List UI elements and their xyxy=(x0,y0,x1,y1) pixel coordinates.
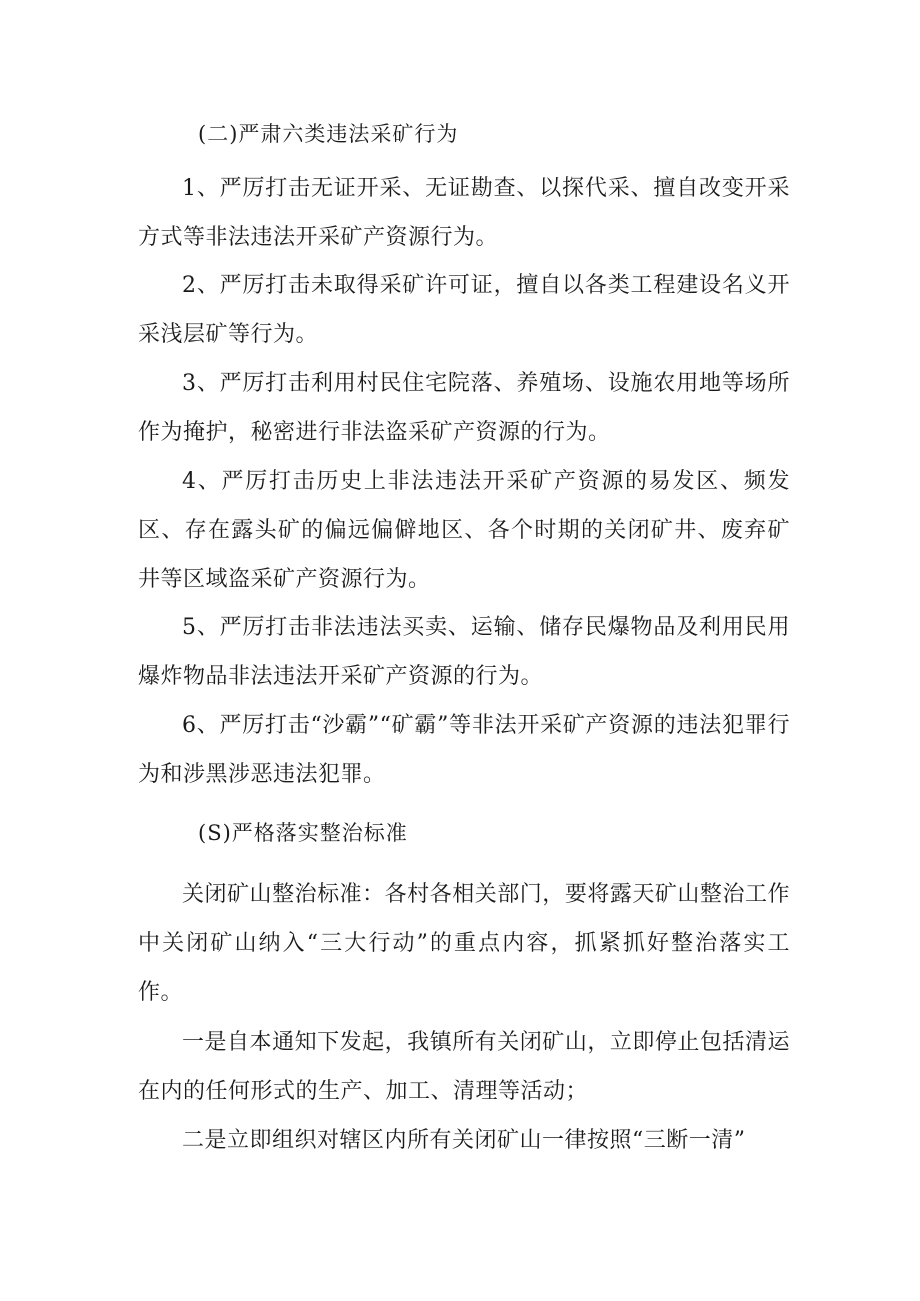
list-item: 4、严厉打击历史上非法违法开采矿产资源的易发区、频发区、存在露头矿的偏远偏僻地区、各个时期的关闭矿井、废弃矿井等区域盗采矿产资源行为。 xyxy=(138,469,790,592)
list-item: 3、严厉打击利用村民住宅院落、养殖场、设施农用地等场所作为掩护，秘密进行非法盗采矿产资源的行为。 xyxy=(138,371,790,445)
standard-paragraph: 关闭矿山整治标准：各村各相关部门，要将露天矿山整治工作中关闭矿山纳入“三大行动”的重点内容，抓紧抓好整治落实工作。 xyxy=(138,882,790,1005)
list-item: 1、严厉打击无证开采、无证勘查、以探代采、擅自改变开采方式等非法违法开采矿产资源行为。 xyxy=(138,176,790,250)
point-one-paragraph: 一是自本通知下发起，我镇所有关闭矿山，立即停止包括清运在内的任何形式的生产、加工、清理等活动； xyxy=(138,1030,790,1104)
list-item: 2、严厉打击未取得采矿许可证，擅自以各类工程建设名义开采浅层矿等行为。 xyxy=(138,273,790,347)
section-heading-illegal-mining: (二)严肃六类违法采矿行为 xyxy=(198,122,459,146)
point-two-paragraph: 二是立即组织对辖区内所有关闭矿山一律按照“三断一清” xyxy=(182,1128,746,1153)
list-item: 5、严厉打击非法违法买卖、运输、储存民爆物品及利用民用爆炸物品非法违法开采矿产资源的行为。 xyxy=(138,615,790,689)
list-item: 6、严厉打击“沙霸”“矿霸”等非法开采矿产资源的违法犯罪行为和涉黑涉恶违法犯罪。 xyxy=(138,713,790,787)
section-heading-rectification-standards: (S)严格落实整治标准 xyxy=(198,821,408,845)
